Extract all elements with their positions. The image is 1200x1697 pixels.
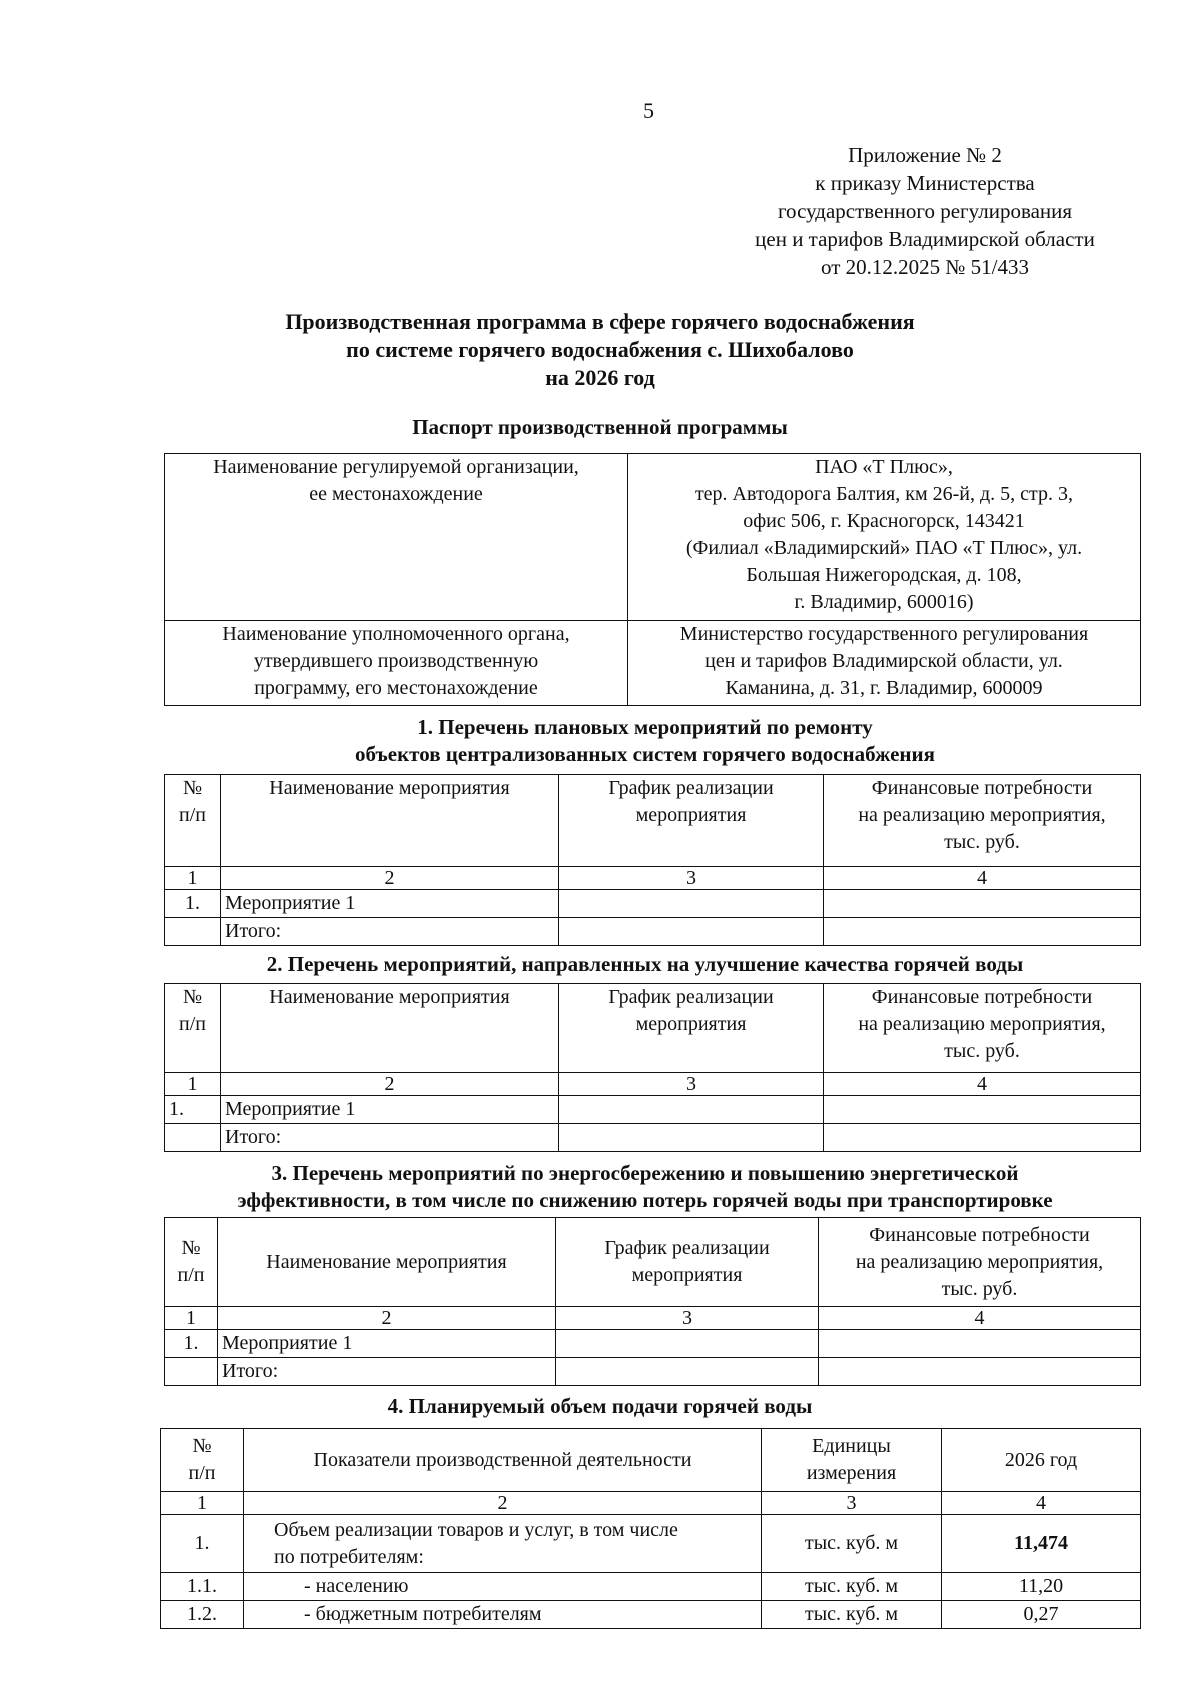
approval-line: к приказу Министерства bbox=[815, 171, 1035, 195]
header-line: мероприятия bbox=[635, 804, 747, 826]
row-number bbox=[165, 1124, 221, 1152]
cell-line: офис 506, г. Красногорск, 143421 bbox=[743, 510, 1025, 532]
section3-title bbox=[150, 1160, 1140, 1214]
cell-line: Объем реализации товаров и услуг, в том числе bbox=[274, 1518, 678, 1541]
section1-title bbox=[150, 714, 1140, 768]
column-number: 3 bbox=[559, 867, 824, 890]
value-cell: 11,20 bbox=[942, 1573, 1141, 1601]
cell-line: цен и тарифов Владимирской области, ул. bbox=[705, 650, 1063, 672]
cell-line: Наименование регулируемой организации, bbox=[213, 456, 579, 478]
header-line: п/п bbox=[179, 804, 206, 826]
header-line: Финансовые потребности bbox=[871, 777, 1093, 799]
column-number: 3 bbox=[556, 1307, 819, 1330]
unit-cell: тыс. куб. м bbox=[762, 1601, 942, 1629]
total-label: Итого: bbox=[221, 1124, 559, 1152]
column-number: 2 bbox=[218, 1307, 556, 1330]
section4-table bbox=[160, 1428, 1141, 1629]
passport-title-text: Паспорт производственной программы bbox=[412, 415, 788, 439]
table-row bbox=[165, 1358, 1141, 1386]
indicator-name: - бюджетным потребителям bbox=[244, 1601, 762, 1629]
header-line: № bbox=[182, 986, 203, 1008]
section-title-line: 4. Планируемый объем подачи горячей воды bbox=[387, 1394, 813, 1418]
column-number-row bbox=[161, 1492, 1141, 1515]
schedule-cell bbox=[559, 1096, 824, 1124]
table-header-row bbox=[165, 1218, 1141, 1307]
header-line: п/п bbox=[188, 1462, 216, 1484]
value-cell: 0,27 bbox=[942, 1601, 1141, 1629]
header-line: Наименование мероприятия bbox=[269, 777, 510, 799]
approval-line: Приложение № 2 bbox=[848, 143, 1002, 167]
cell-line: г. Владимир, 600016) bbox=[794, 591, 974, 613]
header-line: мероприятия bbox=[635, 1013, 747, 1035]
column-number: 3 bbox=[559, 1073, 824, 1096]
passport-value-cell bbox=[628, 454, 1141, 621]
indicator-name bbox=[244, 1515, 762, 1573]
header-line: Показатели производственной деятельности bbox=[313, 1448, 692, 1471]
table-row bbox=[165, 1124, 1141, 1152]
header-line: тыс. руб. bbox=[941, 1277, 1018, 1300]
measure-name: Мероприятие 1 bbox=[218, 1330, 556, 1358]
table-row bbox=[161, 1601, 1141, 1629]
header-line: Финансовые потребности bbox=[871, 986, 1093, 1008]
passport-value-cell bbox=[628, 621, 1141, 706]
header-cell bbox=[559, 775, 824, 867]
header-cell bbox=[221, 775, 559, 867]
column-number: 1 bbox=[165, 1073, 221, 1096]
document-title bbox=[150, 308, 1050, 392]
header-line: тыс. руб. bbox=[944, 1040, 1020, 1062]
header-line: тыс. руб. bbox=[944, 831, 1020, 853]
section3-table bbox=[164, 1217, 1141, 1386]
cell-line: тер. Автодорога Балтия, км 26-й, д. 5, стр. 3, bbox=[694, 483, 1074, 505]
finance-cell bbox=[824, 1124, 1141, 1152]
header-cell bbox=[819, 1218, 1141, 1307]
value-cell: 11,474 bbox=[942, 1515, 1141, 1573]
cell-line: Наименование уполномоченного органа, bbox=[222, 623, 570, 645]
table-header-row bbox=[165, 984, 1141, 1073]
section-title-line: эффективности, в том числе по снижению потерь горячей воды при транспортировке bbox=[237, 1188, 1053, 1212]
column-number: 1 bbox=[161, 1492, 244, 1515]
row-number: 1.1. bbox=[161, 1573, 244, 1601]
header-line: мероприятия bbox=[631, 1264, 743, 1286]
header-line: Наименование мероприятия bbox=[266, 1250, 507, 1273]
unit-cell: тыс. куб. м bbox=[762, 1515, 942, 1573]
column-number: 4 bbox=[819, 1307, 1141, 1330]
table-header-row bbox=[165, 775, 1141, 867]
column-number: 4 bbox=[824, 867, 1141, 890]
section2-title bbox=[150, 951, 1140, 978]
header-line: График реализации bbox=[608, 986, 774, 1008]
header-cell bbox=[165, 984, 221, 1073]
header-line: График реализации bbox=[608, 777, 774, 799]
passport-label-cell bbox=[165, 454, 628, 621]
row-number: 1.2. bbox=[161, 1601, 244, 1629]
header-line: п/п bbox=[177, 1264, 205, 1286]
section-title-line: 2. Перечень мероприятий, направленных на улучшение качества горячей воды bbox=[266, 952, 1024, 976]
page-number: 5 bbox=[643, 98, 654, 123]
schedule-cell bbox=[559, 890, 824, 918]
table-row bbox=[165, 1096, 1141, 1124]
table-row bbox=[161, 1573, 1141, 1601]
header-cell bbox=[824, 984, 1141, 1073]
header-line: № bbox=[182, 777, 203, 799]
column-number: 1 bbox=[165, 867, 221, 890]
schedule-cell bbox=[556, 1330, 819, 1358]
header-line: Финансовые потребности bbox=[869, 1223, 1090, 1246]
header-line: измерения bbox=[806, 1462, 897, 1484]
measure-name: Мероприятие 1 bbox=[221, 890, 559, 918]
schedule-cell bbox=[559, 1124, 824, 1152]
measure-name: Мероприятие 1 bbox=[221, 1096, 559, 1124]
header-cell bbox=[161, 1429, 244, 1492]
header-cell bbox=[942, 1429, 1141, 1492]
finance-cell bbox=[819, 1330, 1141, 1358]
finance-cell bbox=[824, 918, 1141, 946]
header-cell bbox=[556, 1218, 819, 1307]
section-title-line: объектов централизованных систем горячего водоснабжения bbox=[355, 742, 935, 766]
finance-cell bbox=[819, 1358, 1141, 1386]
column-number: 4 bbox=[824, 1073, 1141, 1096]
header-line: на реализацию мероприятия, bbox=[858, 1013, 1106, 1035]
finance-cell bbox=[824, 890, 1141, 918]
cell-line: Министерство государственного регулирования bbox=[679, 623, 1089, 645]
passport-table bbox=[164, 453, 1141, 706]
cell-line: ПАО «Т Плюс», bbox=[815, 456, 953, 478]
header-line: 2026 год bbox=[1004, 1448, 1078, 1471]
header-line: Единицы bbox=[812, 1435, 891, 1457]
row-number bbox=[165, 918, 221, 946]
unit-cell: тыс. куб. м bbox=[762, 1573, 942, 1601]
section-title-line: 3. Перечень мероприятий по энергосбережению и повышению энергетической bbox=[271, 1161, 1019, 1185]
table-header-row bbox=[161, 1429, 1141, 1492]
section-title-line: 1. Перечень плановых мероприятий по ремонту bbox=[417, 715, 873, 739]
cell-line: ее местонахождение bbox=[309, 483, 483, 505]
cell-line: программу, его местонахождение bbox=[254, 677, 538, 699]
header-line: № bbox=[192, 1435, 212, 1457]
finance-cell bbox=[824, 1096, 1141, 1124]
cell-line: по потребителям: bbox=[274, 1545, 424, 1568]
cell-line: утвердившего производственную bbox=[253, 650, 539, 672]
total-label: Итого: bbox=[221, 918, 559, 946]
approval-block bbox=[700, 141, 1150, 281]
approval-line: от 20.12.2025 № 51/433 bbox=[820, 255, 1030, 279]
section1-table bbox=[164, 774, 1141, 946]
schedule-cell bbox=[556, 1358, 819, 1386]
title-line: на 2026 год bbox=[545, 365, 655, 390]
column-number: 2 bbox=[221, 867, 559, 890]
column-number: 2 bbox=[244, 1492, 762, 1515]
indicator-name: - населению bbox=[244, 1573, 762, 1601]
schedule-cell bbox=[559, 918, 824, 946]
section4-title bbox=[150, 1393, 1050, 1420]
section2-table bbox=[164, 983, 1141, 1152]
passport-row bbox=[165, 621, 1141, 706]
column-number: 2 bbox=[221, 1073, 559, 1096]
header-line: на реализацию мероприятия, bbox=[858, 804, 1106, 826]
row-number: 1. bbox=[165, 1330, 218, 1358]
table-row bbox=[161, 1515, 1141, 1573]
row-number: 1. bbox=[165, 1096, 221, 1124]
header-cell bbox=[218, 1218, 556, 1307]
title-line: Производственная программа в сфере горячего водоснабжения bbox=[285, 309, 915, 334]
approval-line: цен и тарифов Владимирской области bbox=[755, 227, 1095, 251]
column-number-row bbox=[165, 867, 1141, 890]
header-line: График реализации bbox=[604, 1237, 770, 1259]
header-line: Наименование мероприятия bbox=[269, 986, 510, 1008]
header-cell bbox=[221, 984, 559, 1073]
header-line: на реализацию мероприятия, bbox=[855, 1250, 1104, 1273]
column-number: 1 bbox=[165, 1307, 218, 1330]
header-line: п/п bbox=[179, 1013, 206, 1035]
passport-title bbox=[150, 414, 1050, 441]
header-cell bbox=[824, 775, 1141, 867]
column-number: 3 bbox=[762, 1492, 942, 1515]
title-line: по системе горячего водоснабжения с. Шихобалово bbox=[346, 337, 854, 362]
table-row bbox=[165, 918, 1141, 946]
column-number: 4 bbox=[942, 1492, 1141, 1515]
cell-line: (Филиал «Владимирский» ПАО «Т Плюс», ул. bbox=[685, 537, 1083, 559]
table-row bbox=[165, 890, 1141, 918]
header-cell bbox=[165, 1218, 218, 1307]
table-row bbox=[165, 1330, 1141, 1358]
row-number bbox=[165, 1358, 218, 1386]
passport-label-cell bbox=[165, 621, 628, 706]
passport-row bbox=[165, 454, 1141, 621]
header-cell bbox=[165, 775, 221, 867]
row-number: 1. bbox=[165, 890, 221, 918]
header-cell bbox=[559, 984, 824, 1073]
header-cell bbox=[762, 1429, 942, 1492]
column-number-row bbox=[165, 1073, 1141, 1096]
total-label: Итого: bbox=[218, 1358, 556, 1386]
row-number: 1. bbox=[161, 1515, 244, 1573]
header-cell bbox=[244, 1429, 762, 1492]
cell-line: Каманина, д. 31, г. Владимир, 600009 bbox=[725, 677, 1043, 699]
column-number-row bbox=[165, 1307, 1141, 1330]
cell-line: Большая Нижегородская, д. 108, bbox=[746, 564, 1022, 586]
header-line: № bbox=[181, 1237, 201, 1259]
approval-line: государственного регулирования bbox=[777, 199, 1073, 223]
